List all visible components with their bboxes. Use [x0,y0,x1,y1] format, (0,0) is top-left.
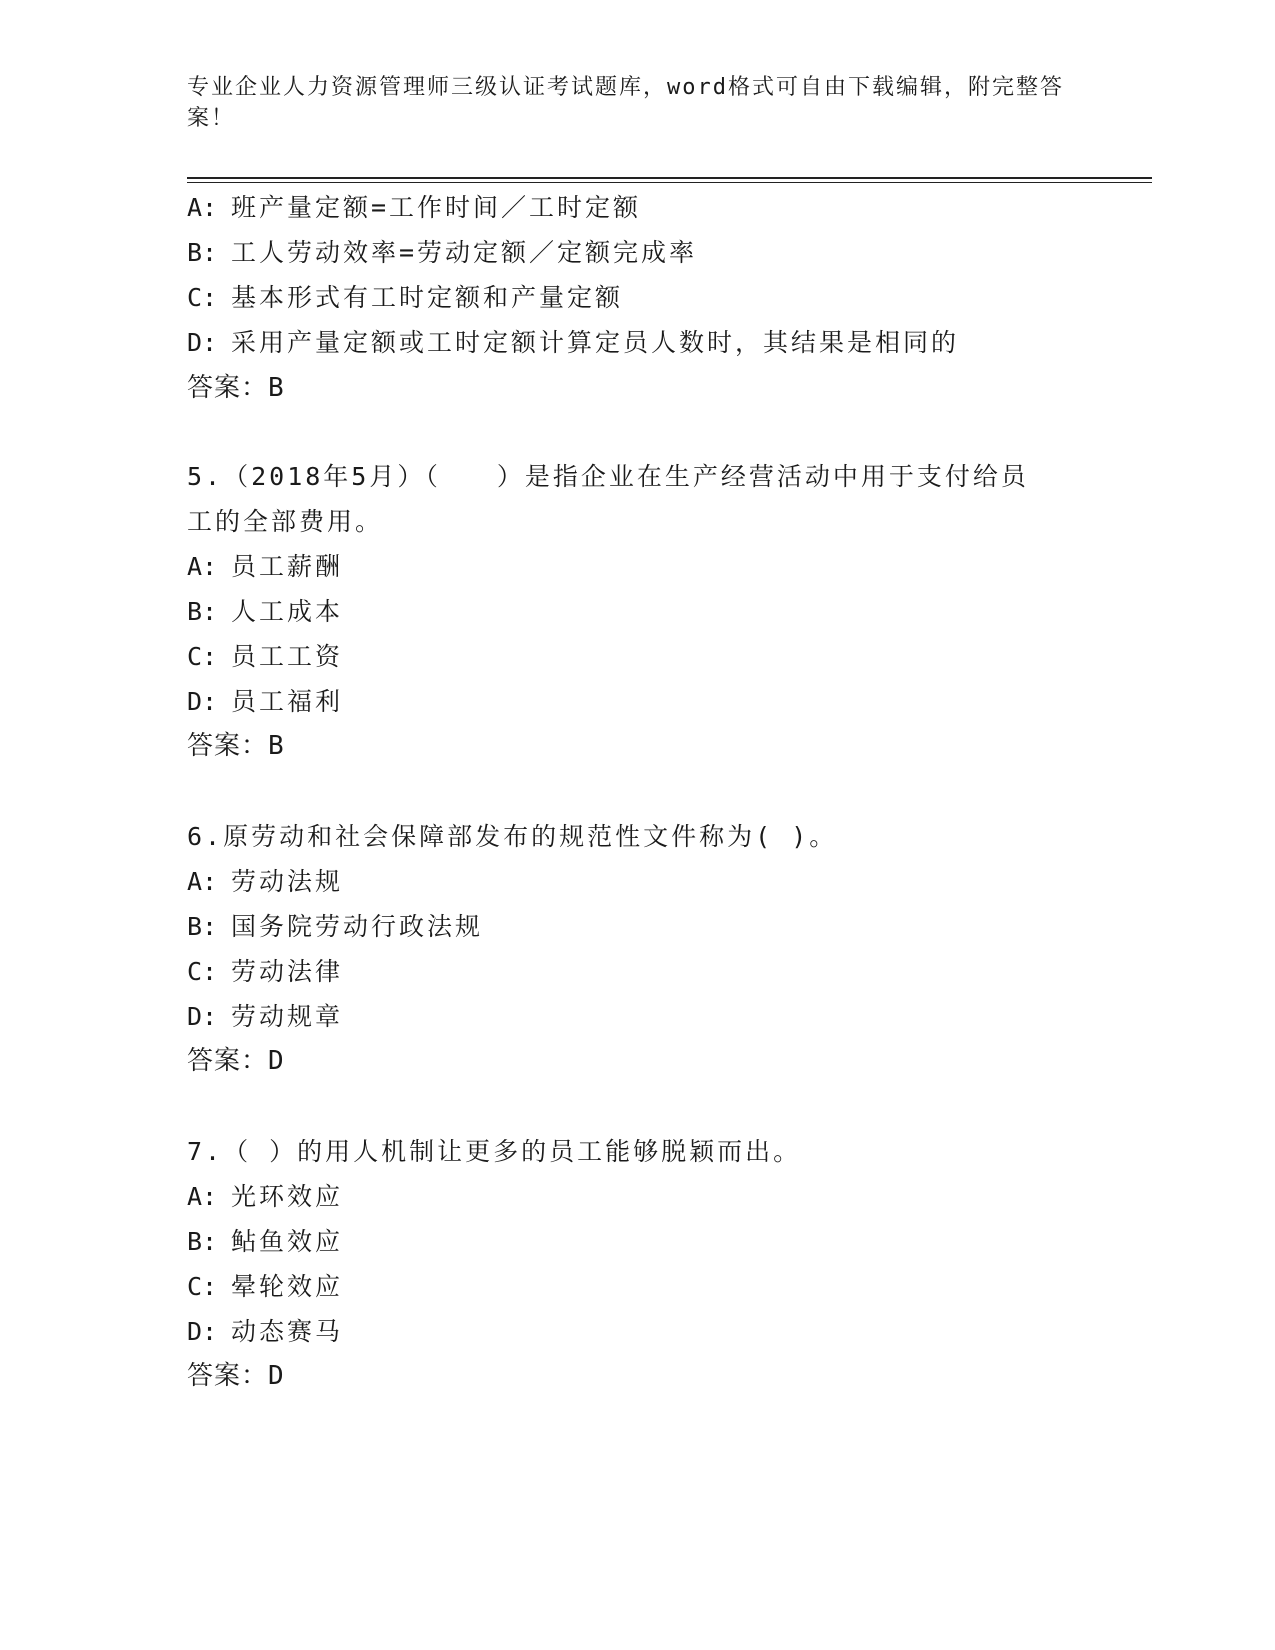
option-text: 员工工资 [231,642,344,671]
q5-stem-line1: 5.（2018年5月）（ ）是指企业在生产经营活动中用于支付给员 [187,462,1029,491]
option-text: 光环效应 [231,1182,344,1211]
q7-stem: 7.（ ）的用人机制让更多的员工能够脱颖而出。 [187,1137,802,1166]
option-text: 动态赛马 [231,1317,344,1346]
q4-option-c [187,281,623,315]
option-text: 晕轮效应 [231,1272,344,1301]
q7-option-a [187,1180,343,1214]
option-letter: D: [187,687,218,716]
option-letter: C: [187,283,218,312]
q7-option-c [187,1270,343,1304]
option-text: 人工成本 [231,597,344,626]
option-text: 劳动规章 [231,1002,344,1031]
q7-option-b [187,1225,343,1259]
option-letter: D: [187,1002,218,1031]
q4-option-b [187,236,697,270]
q6-option-a [187,865,343,899]
option-letter: B: [187,597,218,626]
option-letter: B: [187,1227,218,1256]
q5-answer: 答案：B [187,731,285,761]
header-divider-thin [187,182,1152,183]
q4-option-a [187,191,641,225]
q5-option-b [187,595,343,629]
option-text: 员工薪酬 [231,552,344,581]
q4-answer: 答案：B [187,373,285,403]
option-text: 班产量定额=工作时间／工时定额 [231,193,642,222]
option-text: 员工福利 [231,687,344,716]
header-divider [187,177,1152,179]
q5-stem-line2: 工的全部费用。 [187,507,384,536]
q6-option-d [187,1000,343,1034]
option-letter: D: [187,328,218,357]
q7-option-d [187,1315,343,1349]
q6-stem: 6.原劳动和社会保障部发布的规范性文件称为( )。 [187,822,838,851]
option-letter: C: [187,957,218,986]
q6-answer: 答案：D [187,1046,285,1076]
option-letter: A: [187,552,218,581]
option-text: 工人劳动效率=劳动定额／定额完成率 [231,238,698,267]
option-text: 国务院劳动行政法规 [231,912,484,941]
option-text: 劳动法规 [231,867,344,896]
q6-option-b [187,910,483,944]
q6-option-c [187,955,343,989]
option-letter: B: [187,238,218,267]
option-text: 采用产量定额或工时定额计算定员人数时，其结果是相同的 [231,328,960,357]
q5-option-c [187,640,343,674]
q4-option-d [187,326,959,360]
q7-answer: 答案：D [187,1361,285,1391]
option-letter: C: [187,642,218,671]
option-letter: A: [187,193,218,222]
q5-option-d [187,685,343,719]
option-letter: D: [187,1317,218,1346]
option-text: 鲇鱼效应 [231,1227,344,1256]
document-intro: 专业企业人力资源管理师三级认证考试题库，word格式可自由下载编辑，附完整答案！ [187,75,1064,131]
option-letter: B: [187,912,218,941]
option-letter: A: [187,1182,218,1211]
option-letter: A: [187,867,218,896]
option-letter: C: [187,1272,218,1301]
q5-option-a [187,550,343,584]
option-text: 基本形式有工时定额和产量定额 [231,283,624,312]
option-text: 劳动法律 [231,957,344,986]
